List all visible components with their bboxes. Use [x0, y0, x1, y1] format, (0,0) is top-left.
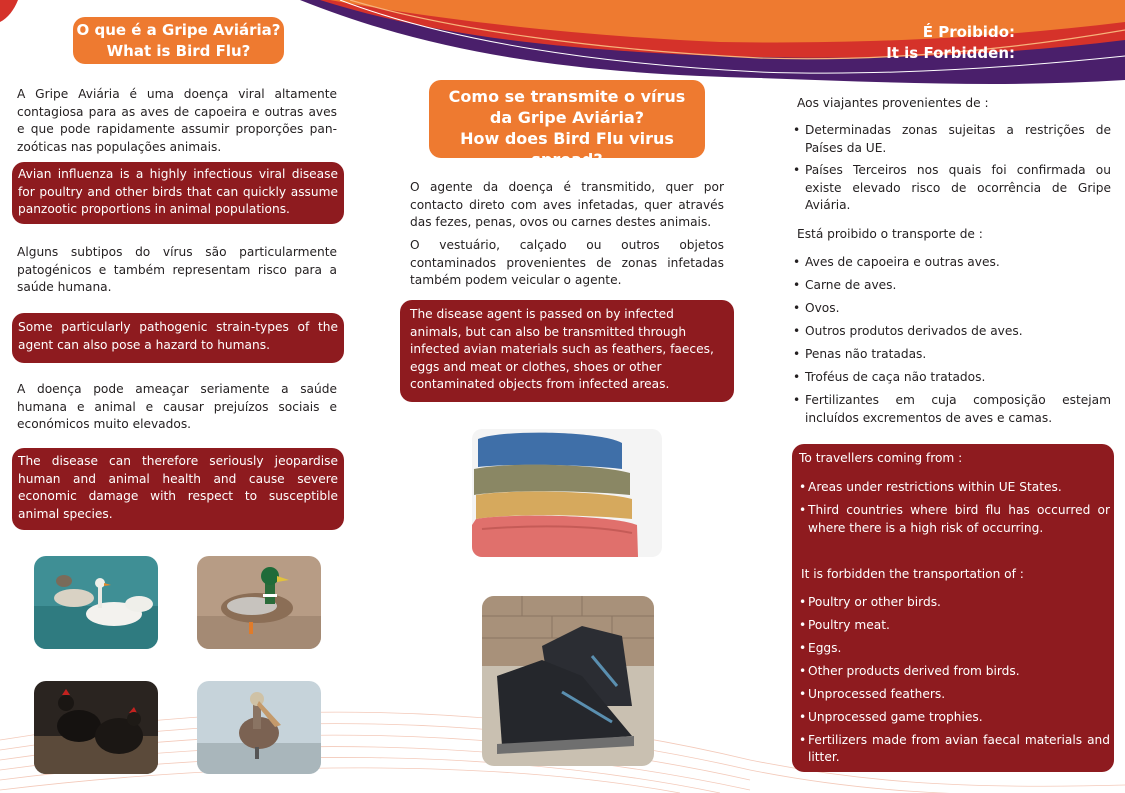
chickens-photo [34, 681, 158, 774]
middle-paragraph-en-text: The disease agent is passed on by infected animals, but can also be transmitted through infected avian materials such as feathers, faeces, eggs and meat or clothes, shoes or other contaminated objects from infected areas. [410, 307, 714, 391]
middle-title-line-2: da Gripe Aviária? [489, 108, 645, 127]
list-item: • Outros produtos derivados de aves. [793, 323, 1111, 341]
duck-photo [197, 556, 321, 649]
shoes-photo [482, 596, 654, 766]
middle-paragraph-en [400, 300, 734, 402]
right-title-en: It is Forbidden: [886, 44, 1015, 62]
middle-title-line-3: How does Bird Flu virus spread? [460, 129, 674, 169]
left-paragraph-2-pt: Alguns subtipos do vírus são particularmente patogénicos e também representam risco para a saúde humana. [17, 245, 337, 294]
list-item: • Fertilizantes em cuja composição estejam incluídos excrementos de aves e camas. [793, 392, 1111, 427]
travellers-en-heading: To travellers coming from : [799, 451, 963, 465]
left-title-box [73, 17, 284, 64]
list-item: • Penas não tratadas. [793, 346, 1111, 364]
left-title-pt: O que é a Gripe Aviária? [76, 21, 281, 39]
list-item: • Third countries where bird flu has occurred or where there is a high risk of occurring. [799, 502, 1110, 537]
list-item: • Troféus de caça não tratados. [793, 369, 1111, 387]
middle-title-line-1: Como se transmite o vírus [448, 87, 686, 106]
middle-title-box [429, 80, 705, 169]
pelican-photo [197, 681, 321, 774]
list-item: • Eggs. [799, 640, 1110, 658]
middle-paragraph-2-pt: O vestuário, calçado ou outros objetos contaminados provenientes de zonas infetadas também podem veicular o agente. [410, 238, 724, 287]
travellers-pt-heading: Aos viajantes provenientes de : [797, 96, 989, 110]
list-item: • Areas under restrictions within UE States. [799, 479, 1110, 497]
list-item: • Unprocessed game trophies. [799, 709, 1110, 727]
list-item: • Determinadas zonas sujeitas a restrições de Países da UE. [793, 122, 1111, 157]
list-item: • Other products derived from birds. [799, 663, 1110, 681]
left-paragraph-1-pt: A Gripe Aviária é uma doença viral altamente contagiosa para as aves de capoeira e outras aves e que pode rapidamente assumir proporções pan-zoóticas nas populações animais. [17, 87, 337, 154]
forbidden-en-heading: It is forbidden the transportation of : [801, 567, 1024, 581]
forbidden-pt-heading: Está proibido o transporte de : [797, 227, 983, 241]
travellers-pt-list [793, 122, 1111, 215]
list-item: • Unprocessed feathers. [799, 686, 1110, 704]
travellers-en-list [799, 479, 1110, 538]
left-paragraph-2-en-text: Some particularly pathogenic strain-types of the agent can also pose a hazard to humans. [18, 320, 338, 352]
right-title [830, 22, 1015, 64]
list-item: • Fertilizers made from avian faecal materials and litter. [799, 732, 1110, 767]
left-paragraph-1-en-text: Avian influenza is a highly infectious viral disease for poultry and other birds that can quickly assume panzootic proportions in animal populations. [18, 167, 338, 216]
list-item: • Países Terceiros nos quais foi confirmada ou existe elevado risco de ocorrência de Gripe Aviária. [793, 162, 1111, 215]
right-english-box [792, 444, 1114, 772]
geese-photo [34, 556, 158, 649]
clothes-photo [472, 429, 662, 557]
left-paragraph-3-en [12, 448, 344, 530]
list-item: • Aves de capoeira e outras aves. [793, 254, 1111, 272]
left-title-en: What is Bird Flu? [106, 42, 251, 60]
list-item: • Ovos. [793, 300, 1111, 318]
forbidden-pt-list [793, 254, 1111, 427]
right-title-pt: É Proibido: [922, 23, 1015, 41]
left-paragraph-1-en [12, 162, 344, 224]
middle-paragraph-1-pt: O agente da doença é transmitido, quer por contacto direto com aves infetadas, quer através das fezes, penas, ovos ou carnes destes animais. [410, 180, 724, 229]
left-paragraph-2-en [12, 313, 344, 363]
forbidden-en-list [799, 594, 1110, 767]
list-item: • Poultry or other birds. [799, 594, 1110, 612]
left-paragraph-3-en-text: The disease can therefore seriously jeopardise human and animal health and cause severe economic damage with respect to susceptible animal species. [18, 454, 338, 521]
list-item: • Carne de aves. [793, 277, 1111, 295]
left-paragraph-3-pt: A doença pode ameaçar seriamente a saúde humana e animal e causar prejuízos sociais e económicos muito elevados. [17, 382, 337, 431]
list-item: • Poultry meat. [799, 617, 1110, 635]
